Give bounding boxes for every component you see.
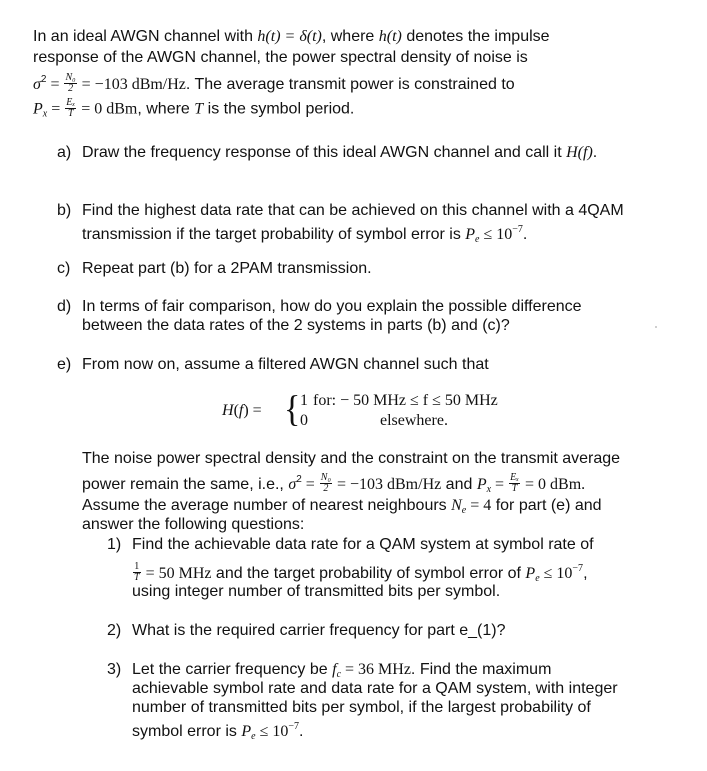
subquestion-3-line-2 bbox=[132, 679, 618, 699]
piecewise-equation: H(f) = { 1 0 for: − 50 MHz ≤ f ≤ 50 MHz elsewhere. bbox=[222, 392, 542, 436]
text: , where bbox=[321, 28, 379, 45]
subquestion-1-line-2: $\frac{1}{T}$ = 50 MHz and the target probability of symbol error of $P_e \le 10^{-7}$, bbox=[134, 561, 588, 584]
math-equals: = bbox=[46, 76, 64, 93]
intro-line-3: $\sigma^2$ = $\frac{\text{N₀}}{2}$ = −103 dBm/Hz. The average transmit power is constrained to bbox=[33, 72, 515, 95]
math-sigma: σ bbox=[33, 76, 41, 93]
fraction-1-over-t: $\frac{1}{T}$ bbox=[134, 561, 140, 584]
text: Repeat part (b) for a 2PAM transmission. bbox=[82, 260, 372, 277]
fraction-n0-over-2: $\frac{\text{N₀}}{2}$ bbox=[65, 72, 76, 95]
math-t: T bbox=[194, 100, 204, 118]
subquestion-1 bbox=[107, 535, 594, 555]
text: . The average transmit power is constrained to bbox=[185, 76, 515, 93]
question-c bbox=[57, 259, 372, 279]
text: In terms of fair comparison, how do you explain the possible difference bbox=[82, 298, 582, 315]
text: achievable symbol rate and data rate for a QAM system, with integer bbox=[132, 680, 618, 697]
fraction-ex-over-t: $\frac{\text{Eₓ}}{T}$ bbox=[510, 472, 520, 495]
math-hf: H(f) bbox=[566, 144, 593, 161]
question-d-line-2 bbox=[82, 316, 510, 336]
case-condition: for: − 50 MHz ≤ f ≤ 50 MHz bbox=[313, 392, 498, 409]
text: . Find the maximum bbox=[410, 661, 552, 678]
text: is the symbol period. bbox=[203, 100, 355, 118]
question-a: a) Draw the frequency response of this ideal AWGN channel and call it H(f). bbox=[57, 144, 598, 161]
fraction-n0-over-2: $\frac{\text{N₀}}{2}$ bbox=[320, 472, 331, 495]
text: number of transmitted bits per symbol, if the largest probability of bbox=[132, 699, 591, 716]
text: power remain the same, i.e., bbox=[82, 476, 289, 493]
text: What is the required carrier frequency for part e_(1)? bbox=[132, 622, 506, 639]
math-psd-value: = −103 dBm/Hz bbox=[77, 76, 186, 93]
question-label: a) bbox=[57, 144, 72, 161]
math-impulse-response: h(t) = δ(t) bbox=[257, 28, 322, 45]
text: Find the achievable data rate for a QAM system at symbol rate of bbox=[132, 536, 594, 553]
stray-mark bbox=[655, 326, 657, 328]
case-condition: elsewhere. bbox=[380, 412, 448, 429]
intro-line-1 bbox=[33, 27, 550, 47]
question-e bbox=[57, 355, 489, 375]
question-label: b) bbox=[57, 202, 72, 219]
subquestion-1-line-3 bbox=[132, 582, 500, 602]
text: and bbox=[441, 476, 477, 493]
text: denotes the impulse bbox=[401, 28, 550, 45]
text: response of the AWGN channel, the power spectral density of noise is bbox=[33, 49, 528, 66]
text: The noise power spectral density and the constraint on the transmit average bbox=[82, 450, 621, 467]
text: symbol error is bbox=[132, 723, 242, 740]
e-paragraph-2: power remain the same, i.e., $\sigma^2$ = $\frac{\text{N₀}}{2}$ = −103 dBm/Hz and $P_x$ = $\frac{\text{Eₓ}}{T}$ = 0 dBm. bbox=[82, 472, 586, 495]
text: between the data rates of the 2 systems in parts (b) and (c)? bbox=[82, 317, 510, 334]
intro-line-4: $P_x$ = $\frac{\text{Eₓ}}{T}$ = 0 dBm, where T is the symbol period. bbox=[33, 97, 355, 120]
case-value: 1 bbox=[300, 392, 308, 409]
e-paragraph-4 bbox=[82, 515, 304, 535]
math-p: P bbox=[33, 100, 43, 118]
brace-glyph: { bbox=[284, 389, 301, 430]
math-h-of-t: h(t) bbox=[378, 28, 402, 45]
e-paragraph-1 bbox=[82, 449, 620, 469]
subquestion-3-line-3 bbox=[132, 698, 591, 718]
subquestion-3-line-4: symbol error is $P_e \le 10^{-7}$. bbox=[132, 721, 304, 742]
text: using integer number of transmitted bits per symbol. bbox=[132, 583, 501, 600]
case-value: 0 bbox=[300, 412, 308, 429]
text: , where bbox=[137, 100, 195, 118]
subquestion-label: 1) bbox=[107, 536, 122, 553]
subquestion-label: 3) bbox=[107, 661, 122, 678]
question-label: c) bbox=[57, 260, 71, 277]
intro-line-2 bbox=[33, 48, 528, 68]
text: transmission if the target probability of symbol error is bbox=[82, 226, 466, 243]
text: for part (e) and bbox=[491, 497, 602, 514]
text: In an ideal AWGN channel with bbox=[33, 28, 258, 45]
subquestion-3: 3) Let the carrier frequency be $f_c = 36$ MHz. Find the maximum bbox=[107, 661, 552, 680]
text: answer the following questions: bbox=[82, 516, 305, 533]
question-label: d) bbox=[57, 298, 72, 315]
subquestion-2 bbox=[107, 621, 506, 641]
e-paragraph-3: Assume the average number of nearest neighbours $N_e = 4$ for part (e) and bbox=[82, 497, 602, 516]
question-d bbox=[57, 297, 582, 317]
question-b bbox=[57, 201, 624, 221]
text: and the target probability of symbol error of bbox=[211, 565, 526, 582]
text: Draw the frequency response of this ideal AWGN channel and call it bbox=[82, 144, 567, 161]
text: Find the highest data rate that can be achieved on this channel with a 4QAM bbox=[82, 202, 624, 219]
text: Assume the average number of nearest neighbours bbox=[82, 497, 452, 514]
fraction-ex-over-t: $\frac{\text{Eₓ}}{T}$ bbox=[66, 97, 76, 119]
subquestion-label: 2) bbox=[107, 622, 122, 639]
text: Let the carrier frequency be bbox=[132, 661, 333, 678]
question-b-line-2: transmission if the target probability of symbol error is $P_e \le 10^{-7}$. bbox=[82, 224, 528, 245]
math-power-value: = 0 dBm bbox=[77, 100, 138, 118]
text: From now on, assume a filtered AWGN channel such that bbox=[82, 356, 489, 373]
question-label: e) bbox=[57, 356, 72, 373]
